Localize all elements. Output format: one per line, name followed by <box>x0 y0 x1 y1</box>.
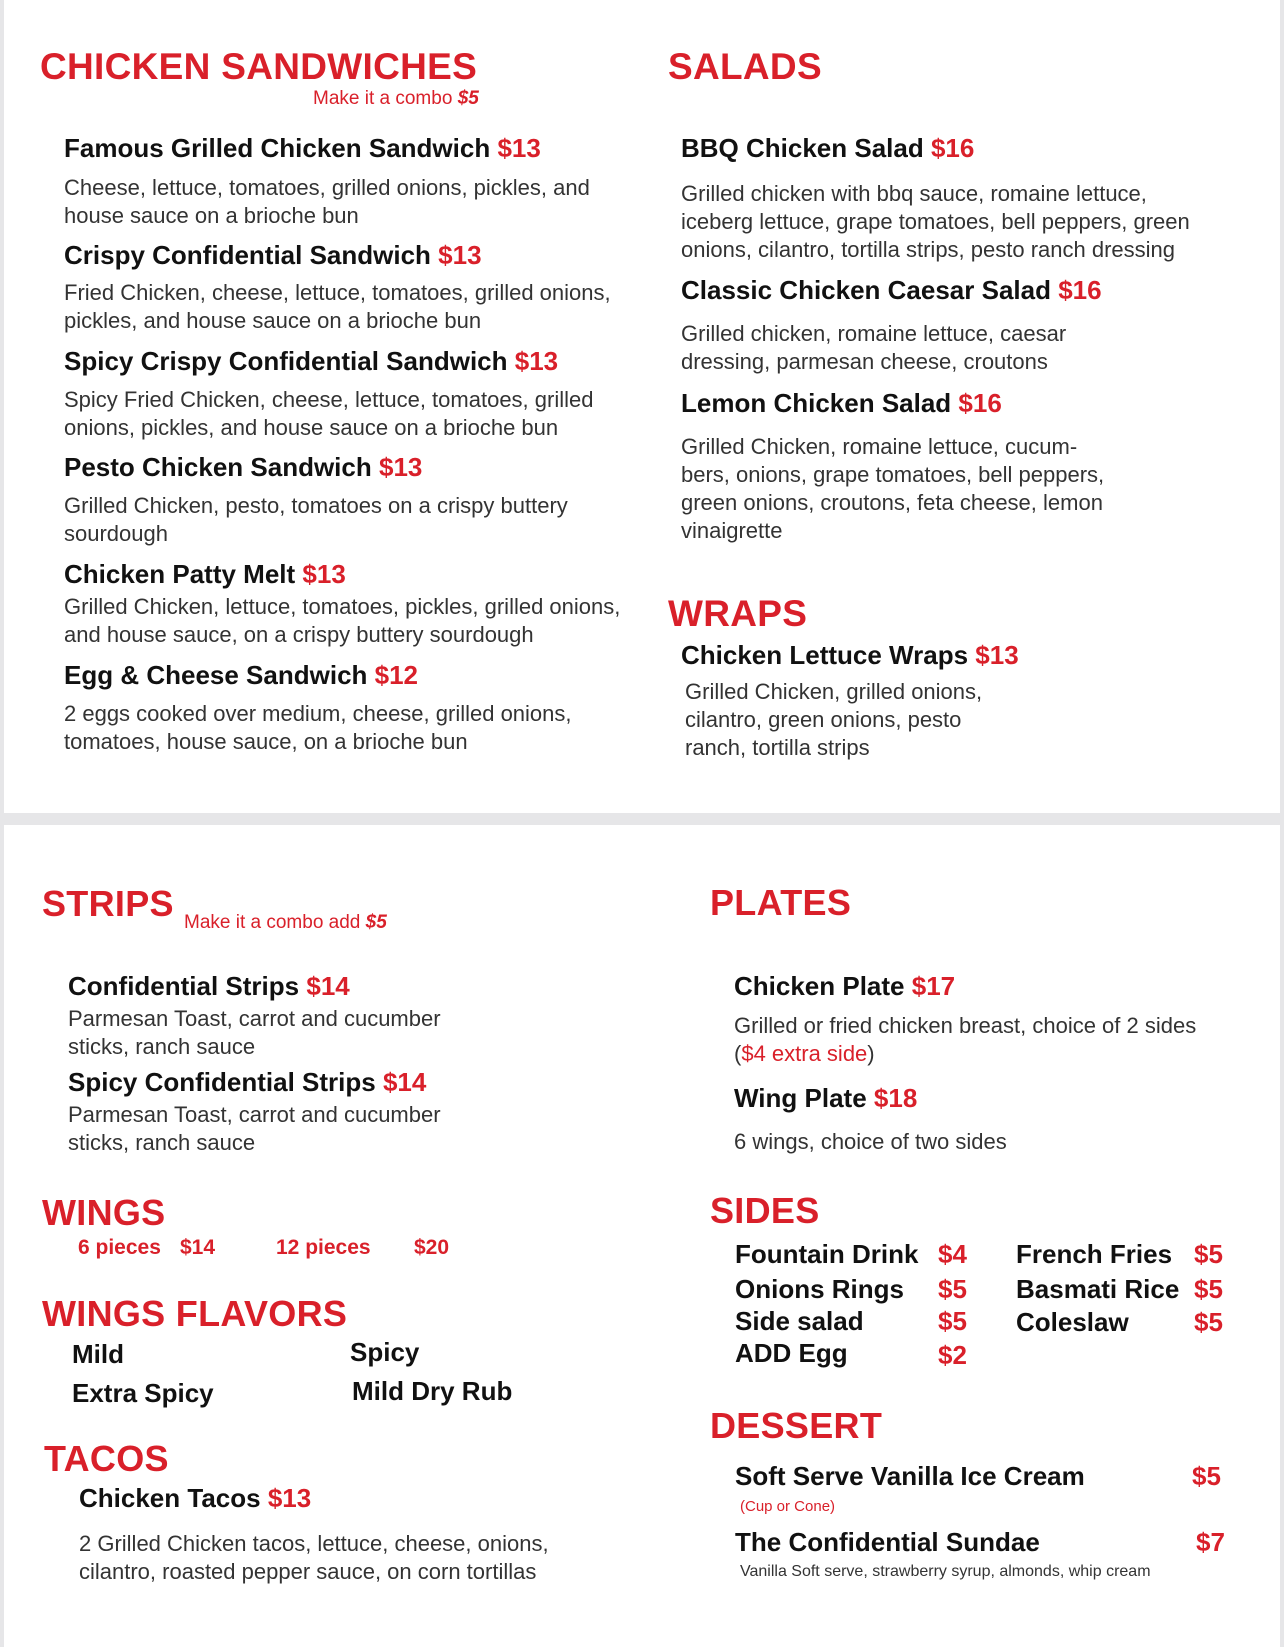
item-name: Lemon Chicken Salad <box>681 388 952 418</box>
item-price: $16 <box>958 388 1002 418</box>
dessert-name: Soft Serve Vanilla Ice Cream <box>735 1461 1085 1491</box>
salads-title: SALADS <box>668 46 822 87</box>
menu-item-description <box>734 1012 1214 1068</box>
wings-option-12-label: 12 pieces <box>276 1236 371 1259</box>
combo-price: $5 <box>457 88 479 109</box>
item-price: $12 <box>374 660 419 690</box>
menu-item-name <box>681 388 1002 419</box>
side-name: ADD Egg <box>735 1338 848 1368</box>
menu-item-name <box>68 971 350 1002</box>
menu-item-description: Grilled Chicken, romaine lettuce, cucum-bers, onions, grape tomatoes, bell peppers, green onions, croutons, feta cheese, lemon vinaigrette <box>681 434 1105 543</box>
strips-title: STRIPS <box>42 883 174 924</box>
side-name: Fountain Drink <box>735 1239 919 1269</box>
item-price: $17 <box>911 971 956 1001</box>
item-name: Crispy Confidential Sandwich <box>64 240 431 270</box>
item-price: $13 <box>378 452 423 482</box>
menu-item-name <box>734 1083 917 1114</box>
flavor-spicy: Spicy <box>350 1337 420 1367</box>
combo-text: Make it a combo <box>313 88 453 109</box>
dessert-title: DESSERT <box>710 1405 883 1446</box>
menu-item-name <box>68 1067 426 1098</box>
side-price: $4 <box>938 1239 967 1269</box>
tacos-title: TACOS <box>44 1438 169 1479</box>
item-name: Confidential Strips <box>68 971 300 1001</box>
side-price: $5 <box>1194 1274 1223 1304</box>
dessert-note: Vanilla Soft serve, strawberry syrup, almonds, whip cream <box>740 1563 1151 1580</box>
item-name: Wing Plate <box>734 1083 867 1113</box>
item-name: BBQ Chicken Salad <box>681 133 924 163</box>
wings-title: WINGS <box>42 1192 166 1233</box>
menu-item-description: Grilled chicken with bbq sauce, romaine lettuce, iceberg lettuce, grape tomatoes, bell peppers, green onions, cilantro, tortilla strips, pesto ranch dressing <box>681 181 1190 262</box>
side-name: Coleslaw <box>1016 1307 1129 1337</box>
side-price: $5 <box>938 1274 967 1304</box>
menu-item-name <box>64 559 346 590</box>
menu-item-name <box>64 660 418 691</box>
side-price: $5 <box>938 1306 967 1336</box>
menu-page-bottom <box>4 825 1280 1647</box>
item-price: $16 <box>1058 275 1102 305</box>
flavor-extra-spicy: Extra Spicy <box>72 1378 214 1408</box>
item-price: $13 <box>267 1483 312 1513</box>
strips-combo-note <box>184 912 387 934</box>
sandwiches-title: CHICKEN SANDWICHES <box>40 46 478 87</box>
menu-item-description: Grilled chicken, romaine lettuce, caesar dressing, parmesan cheese, croutons <box>681 321 1067 374</box>
item-price: $14 <box>306 971 350 1001</box>
flavor-mild: Mild <box>72 1339 124 1369</box>
flavor-mild-dry-rub: Mild Dry Rub <box>352 1376 513 1406</box>
description-text: Grilled or fried chicken breast, choice of 2 sides <box>734 1013 1197 1038</box>
item-price: $16 <box>930 133 975 163</box>
paren: ( <box>734 1041 742 1066</box>
menu-item-description: 2 eggs cooked over medium, cheese, grilled onions, tomatoes, house sauce, on a brioche bun <box>64 701 572 754</box>
item-price: $18 <box>873 1083 918 1113</box>
sandwiches-combo-note <box>313 88 479 110</box>
menu-item-description: Cheese, lettuce, tomatoes, grilled onions, pickles, and house sauce on a brioche bun <box>64 175 590 228</box>
menu-item-description: Parmesan Toast, carrot and cucumber sticks, ranch sauce <box>68 1102 441 1155</box>
combo-text: Make it a combo add <box>184 912 361 933</box>
side-name: Side salad <box>735 1306 864 1336</box>
wings-option-6-label: 6 pieces <box>78 1236 161 1259</box>
menu-item-name <box>64 240 482 271</box>
menu-item-name <box>79 1483 311 1514</box>
extra-side-price: $4 extra side <box>741 1041 868 1066</box>
item-price: $13 <box>302 559 346 589</box>
menu-item-name <box>734 971 955 1002</box>
menu-item-description: Grilled Chicken, grilled onions, cilantro, green onions, pesto ranch, tortilla strips <box>685 679 983 760</box>
item-name: Pesto Chicken Sandwich <box>64 452 372 482</box>
menu-item-name <box>64 346 558 377</box>
wing-flavors-title: WINGS FLAVORS <box>42 1293 348 1334</box>
item-price: $13 <box>438 240 482 270</box>
combo-price: $5 <box>365 912 387 933</box>
item-name: Chicken Patty Melt <box>64 559 296 589</box>
menu-item-name <box>64 452 422 483</box>
item-name: Chicken Lettuce Wraps <box>681 640 969 670</box>
wings-option-6-price: $14 <box>180 1236 216 1259</box>
menu-item-description: Grilled Chicken, pesto, tomatoes on a crispy buttery sourdough <box>64 493 568 546</box>
menu-item-description: Spicy Fried Chicken, cheese, lettuce, tomatoes, grilled onions, pickles, and house sauce on a brioche bun <box>64 387 594 440</box>
menu-page-top <box>4 0 1280 813</box>
menu-item-description: Fried Chicken, cheese, lettuce, tomatoes, grilled onions, pickles, and house sauce on a brioche bun <box>64 280 611 333</box>
item-name: Famous Grilled Chicken Sandwich <box>64 133 491 163</box>
item-name: Spicy Confidential Strips <box>68 1067 376 1097</box>
menu-item-name <box>681 133 974 164</box>
menu-item-name <box>64 133 541 164</box>
item-name: Chicken Tacos <box>79 1483 261 1513</box>
item-name: Classic Chicken Caesar Salad <box>681 275 1051 305</box>
item-price: $13 <box>975 640 1019 670</box>
sides-title: SIDES <box>710 1190 820 1231</box>
side-price: $5 <box>1194 1307 1223 1337</box>
side-name: Onions Rings <box>735 1274 904 1304</box>
item-price: $14 <box>382 1067 427 1097</box>
menu-item-name <box>681 275 1102 306</box>
item-name: Spicy Crispy Confidential Sandwich <box>64 346 508 376</box>
paren: ) <box>867 1041 875 1066</box>
item-price: $13 <box>514 346 559 376</box>
item-name: Chicken Plate <box>734 971 905 1001</box>
side-price: $5 <box>1194 1239 1223 1269</box>
side-price: $2 <box>938 1340 967 1370</box>
plates-title: PLATES <box>710 882 852 923</box>
side-name: Basmati Rice <box>1016 1274 1180 1304</box>
dessert-price: $5 <box>1192 1461 1221 1491</box>
side-name: French Fries <box>1016 1239 1173 1269</box>
item-name: Egg & Cheese Sandwich <box>64 660 368 690</box>
item-price: $13 <box>497 133 541 163</box>
menu-item-name <box>681 640 1019 671</box>
dessert-name: The Confidential Sundae <box>735 1527 1040 1557</box>
menu-item-description: 2 Grilled Chicken tacos, lettuce, cheese, onions, cilantro, roasted pepper sauce, on corn tortillas <box>79 1531 549 1584</box>
wings-option-12-price: $20 <box>414 1236 450 1259</box>
menu-item-description: Parmesan Toast, carrot and cucumber sticks, ranch sauce <box>68 1006 441 1059</box>
menu-item-description: Grilled Chicken, lettuce, tomatoes, pickles, grilled onions, and house sauce, on a crispy buttery sourdough <box>64 594 621 647</box>
menu-item-description: 6 wings, choice of two sides <box>734 1129 1007 1154</box>
dessert-price: $7 <box>1196 1527 1225 1557</box>
dessert-note: (Cup or Cone) <box>740 1498 836 1515</box>
wraps-title: WRAPS <box>668 593 808 634</box>
